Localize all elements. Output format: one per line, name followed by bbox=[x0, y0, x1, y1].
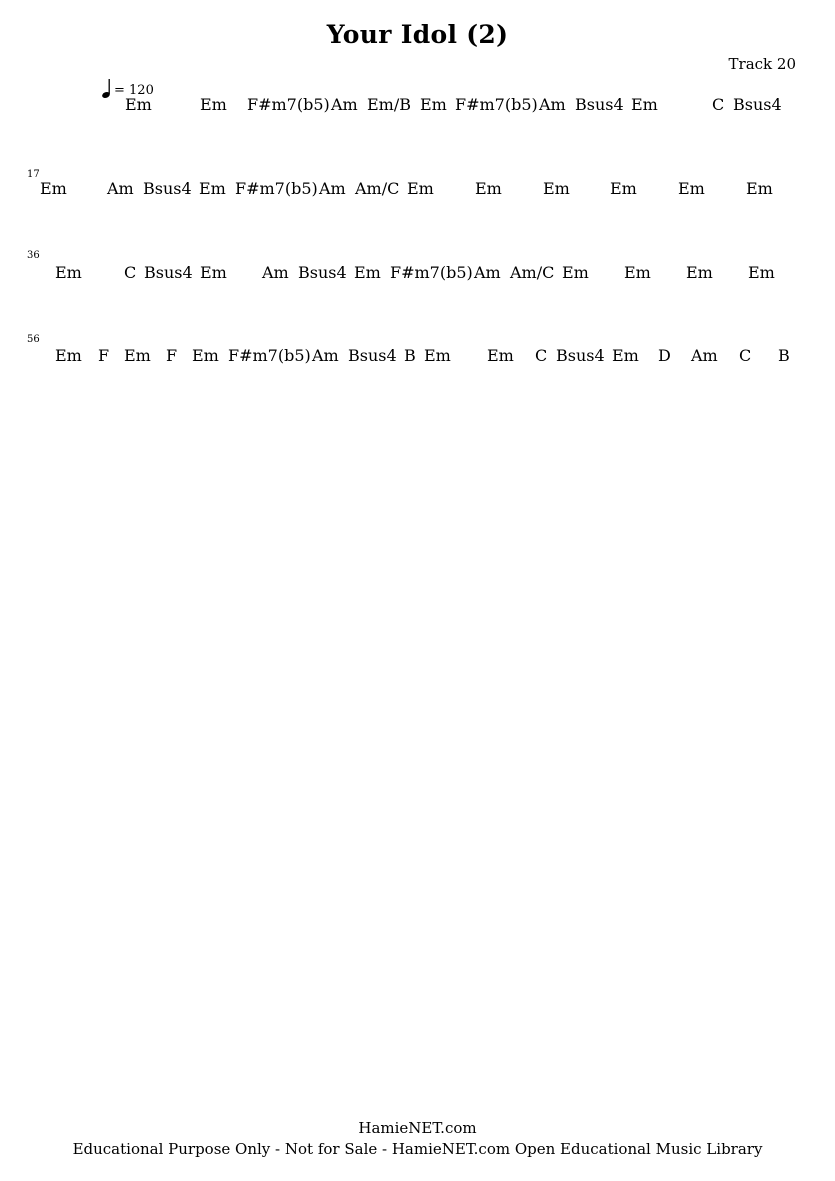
chord: Em bbox=[40, 179, 67, 198]
chord: D bbox=[658, 346, 671, 365]
chord: Am bbox=[312, 346, 339, 365]
chord: Am bbox=[539, 95, 566, 114]
chord: B bbox=[404, 346, 416, 365]
chord: Em bbox=[612, 346, 639, 365]
chord: B bbox=[778, 346, 790, 365]
chord-system-1 bbox=[0, 95, 835, 119]
chord: C bbox=[739, 346, 752, 365]
chord-system-2 bbox=[0, 179, 835, 203]
chord: Em bbox=[487, 346, 514, 365]
chord: F#m7(b5) bbox=[228, 346, 311, 365]
chord: C bbox=[535, 346, 548, 365]
chord: Em bbox=[562, 263, 589, 282]
chord: Em bbox=[631, 95, 658, 114]
track-label: Track 20 bbox=[728, 55, 796, 73]
chord: Em bbox=[199, 179, 226, 198]
chord: Em bbox=[354, 263, 381, 282]
chord: Em bbox=[407, 179, 434, 198]
bar-number: 56 bbox=[27, 334, 40, 345]
chord: F#m7(b5) bbox=[235, 179, 318, 198]
chord: Am bbox=[262, 263, 289, 282]
footer-site: HamieNET.com bbox=[358, 1119, 477, 1137]
chord: Em bbox=[424, 346, 451, 365]
chord: Em bbox=[192, 346, 219, 365]
chord: Em bbox=[200, 263, 227, 282]
chord: C bbox=[712, 95, 725, 114]
chord-system-3 bbox=[0, 263, 835, 287]
chord: Em bbox=[125, 95, 152, 114]
chord: Bsus4 bbox=[298, 263, 347, 282]
chord: Am/C bbox=[510, 263, 555, 282]
chord: F#m7(b5) bbox=[390, 263, 473, 282]
chord: Em bbox=[200, 95, 227, 114]
tempo-value: = 120 bbox=[114, 83, 154, 98]
bar-number: 36 bbox=[27, 250, 40, 261]
chord: Em bbox=[543, 179, 570, 198]
chord: Em bbox=[124, 346, 151, 365]
chord: Am bbox=[319, 179, 346, 198]
page-title: Your Idol (2) bbox=[326, 20, 509, 49]
chord: F bbox=[98, 346, 110, 365]
chord: Em bbox=[610, 179, 637, 198]
chord: Am/C bbox=[355, 179, 400, 198]
chord: Bsus4 bbox=[144, 263, 193, 282]
bar-number: 17 bbox=[27, 169, 40, 180]
chord: Am bbox=[691, 346, 718, 365]
chord: Bsus4 bbox=[348, 346, 397, 365]
chord: Em/B bbox=[367, 95, 411, 114]
chord: Bsus4 bbox=[575, 95, 624, 114]
chord: Am bbox=[331, 95, 358, 114]
chord: C bbox=[124, 263, 137, 282]
chord: Bsus4 bbox=[143, 179, 192, 198]
chord: Bsus4 bbox=[733, 95, 782, 114]
chord: Em bbox=[748, 263, 775, 282]
chord: Em bbox=[420, 95, 447, 114]
chord: Em bbox=[55, 263, 82, 282]
chord: Em bbox=[686, 263, 713, 282]
chord: Em bbox=[624, 263, 651, 282]
chord: F#m7(b5) bbox=[247, 95, 330, 114]
chord: Em bbox=[55, 346, 82, 365]
chord: Em bbox=[475, 179, 502, 198]
chord: Bsus4 bbox=[556, 346, 605, 365]
chord: Em bbox=[746, 179, 773, 198]
chord: Em bbox=[678, 179, 705, 198]
chord: Am bbox=[107, 179, 134, 198]
footer-notice: Educational Purpose Only - Not for Sale - HamieNET.com Open Educational Music Library bbox=[72, 1140, 763, 1158]
chord: F#m7(b5) bbox=[455, 95, 538, 114]
chord: F bbox=[166, 346, 178, 365]
chord: Am bbox=[474, 263, 501, 282]
chord-system-4 bbox=[0, 346, 835, 370]
